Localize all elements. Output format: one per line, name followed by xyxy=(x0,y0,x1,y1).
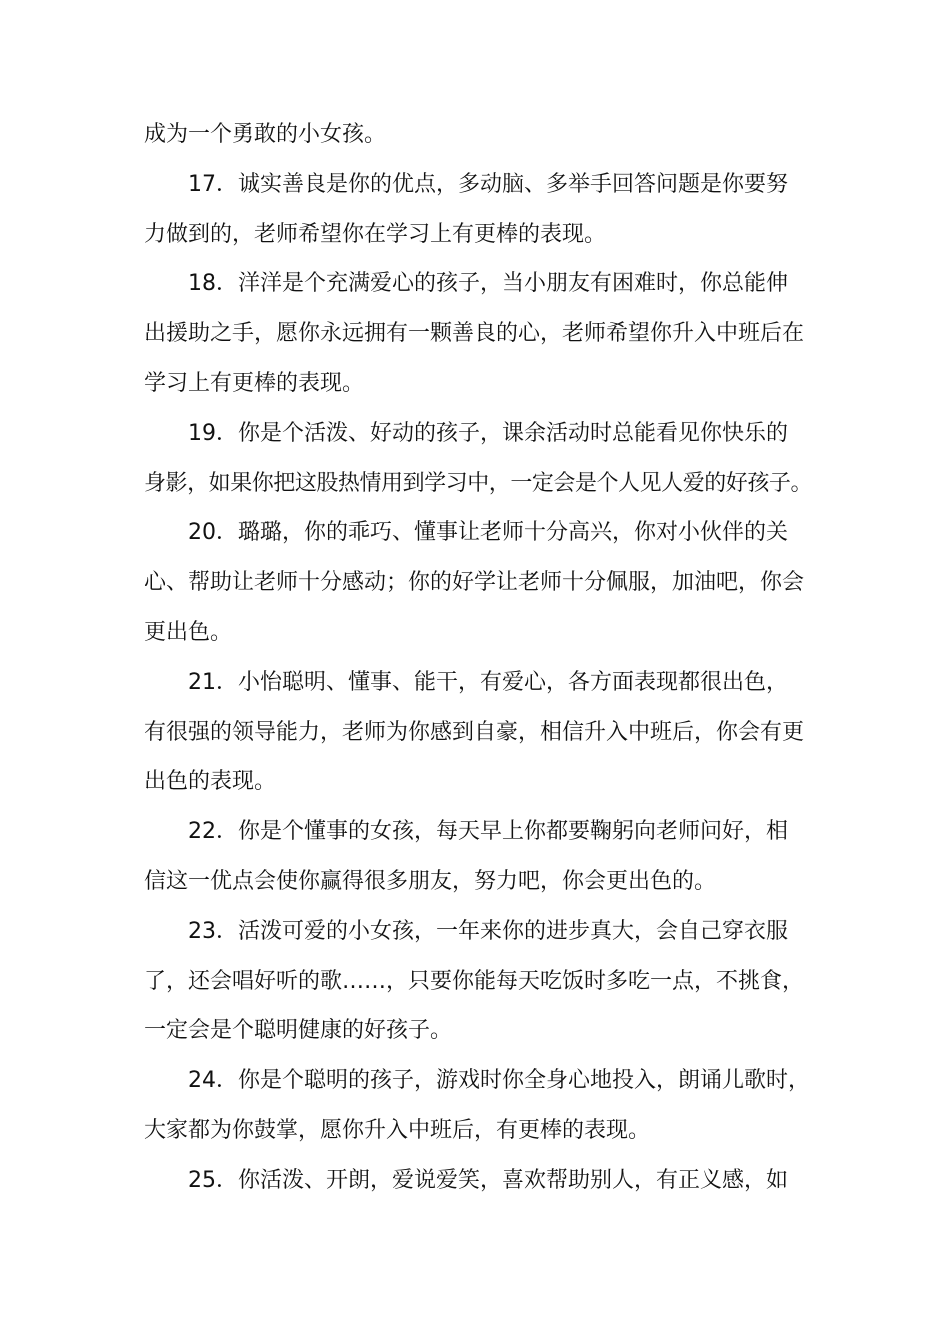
text-line: 17．诚实善良是你的优点，多动脑、多举手回答问题是你要努 xyxy=(188,171,788,197)
text-line: 学习上有更棒的表现。 xyxy=(144,370,365,396)
text-line: 一定会是个聪明健康的好孩子。 xyxy=(144,1018,453,1044)
text-line: 23．活泼可爱的小女孩，一年来你的进步真大，会自己穿衣服 xyxy=(188,918,788,944)
text-line: 出援助之手，愿你永远拥有一颗善良的心，老师希望你升入中班后在 xyxy=(144,321,805,347)
text-line: 22．你是个懂事的女孩，每天早上你都要鞠躬向老师问好，相 xyxy=(188,819,788,845)
text-line: 成为一个勇敢的小女孩。 xyxy=(144,122,387,147)
text-line: 19．你是个活泼、好动的孩子，课余活动时总能看见你快乐的 xyxy=(188,420,788,446)
text-line: 18．洋洋是个充满爱心的孩子，当小朋友有困难时，你总能伸 xyxy=(188,271,788,297)
text-line: 有很强的领导能力，老师为你感到自豪，相信升入中班后，你会有更 xyxy=(144,719,805,745)
text-line: 25．你活泼、开朗，爱说爱笑，喜欢帮助别人，有正义感，如 xyxy=(188,1167,788,1193)
text-line: 了，还会唱好听的歌……，只要你能每天吃饭时多吃一点，不挑食， xyxy=(144,968,805,994)
text-line: 身影，如果你把这股热情用到学习中，一定会是个人见人爱的好孩子。 xyxy=(144,470,812,496)
document-text xyxy=(144,110,812,1206)
text-line: 出色的表现。 xyxy=(144,769,277,795)
text-line: 信这一优点会使你赢得很多朋友，努力吧，你会更出色的。 xyxy=(144,868,717,894)
text-line: 21．小怡聪明、懂事、能干，有爱心，各方面表现都很出色， xyxy=(188,669,788,695)
text-line: 力做到的，老师希望你在学习上有更棒的表现。 xyxy=(144,221,607,247)
text-line: 更出色。 xyxy=(144,619,233,645)
text-line: 20．璐璐，你的乖巧、懂事让老师十分高兴，你对小伙伴的关 xyxy=(188,520,788,546)
text-line: 24．你是个聪明的孩子，游戏时你全身心地投入，朗诵儿歌时， xyxy=(188,1068,810,1094)
text-line: 心、帮助让老师十分感动；你的好学让老师十分佩服，加油吧，你会 xyxy=(144,570,805,596)
text-line: 大家都为你鼓掌，愿你升入中班后，有更棒的表现。 xyxy=(144,1117,651,1143)
